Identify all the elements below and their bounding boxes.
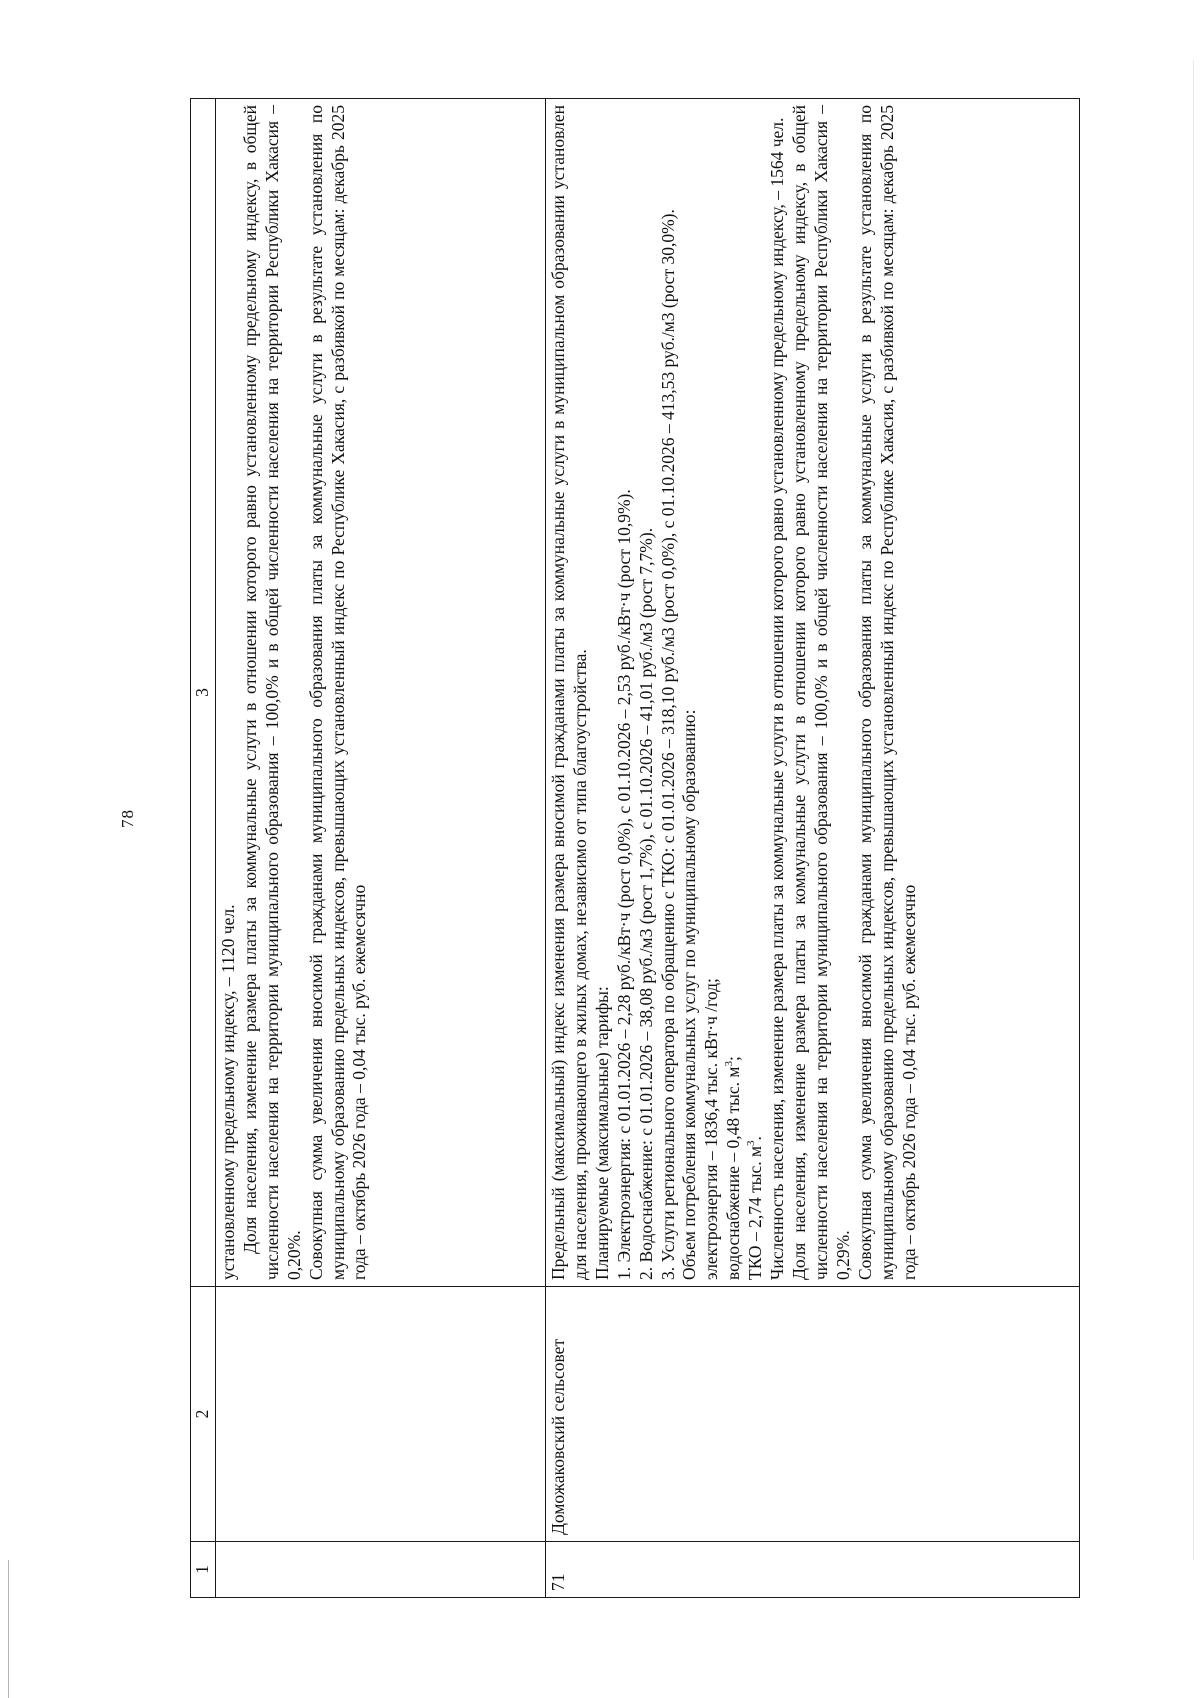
volume-electricity: электроэнергия – 1836,4 тыс. кВт·ч /год; bbox=[701, 978, 722, 1280]
volume-water bbox=[723, 105, 745, 1280]
data-table bbox=[190, 98, 1080, 1598]
payment-increase-sum: Совокупная сумма увеличения вносимой гражданами муниципального образования платы за коммунальные услуги в результате установления по муниципальному образованию предельных индексов, превышающих установленный индекс по Республике Хакасия, с разбивкой по месяцам: декабрь 2025 года – октябрь 2026 года – 0,04 тыс. руб. ежемесячно bbox=[854, 105, 919, 1280]
text-paragraph: Совокупная сумма увеличения вносимой гражданами муниципального образования платы за коммунальные услуги в результате установления по муниципальному образованию предельных индексов, превышающих установленный индекс по Республике Хакасия, с разбивкой по месяцам: декабрь 2025 года – октябрь 2026 года – 0,04 тыс. руб. ежемесячно bbox=[305, 105, 370, 1280]
row-number-cell bbox=[216, 1542, 546, 1598]
tariff-water: 2. Водоснабжение: с 01.01.2026 – 38,08 руб./м3 (рост 1,7%), с 01.10.2026 – 41,01 руб./м3 (рост 7,7%). bbox=[635, 527, 656, 1280]
rotated-table-container bbox=[190, 98, 1080, 1598]
scan-edge-mark bbox=[8, 1560, 9, 1698]
superscript-3: 3 bbox=[745, 1140, 758, 1146]
table-row-71 bbox=[546, 99, 1080, 1598]
volume-water-tail: ; bbox=[723, 1056, 744, 1062]
population-share: Доля населения, изменение размера платы за коммунальные услуги в отношении которого равно установленному предельному индексу, в общей численности населения на территории муниципального образования – 100,0% и в общей численности населения на территории Республики Хакасия – 0,29%. bbox=[788, 105, 853, 1280]
page-number: 78 bbox=[118, 809, 137, 828]
tariff-waste: 3. Услуги регионального оператора по обращению с ТКО: с 01.01.2026 – 318,10 руб./м3 (рост 0,0%), с 01.10.2026 – 413,53 руб./м3 (рост 30,0%). bbox=[657, 209, 678, 1280]
description-cell bbox=[546, 99, 1080, 1287]
volume-title: Объем потребления коммунальных услуг по муниципальному образованию: bbox=[679, 709, 700, 1280]
volume-waste-text: ТКО – 2,74 тыс. м bbox=[745, 1145, 766, 1280]
intro-paragraph: Предельный (максимальный) индекс изменения размера вносимой гражданами платы за коммунальные услуги в муниципальном образовании установлен для населения, проживающего в жилых домах, независимо от типа благоустройства. bbox=[548, 105, 590, 1280]
tariff-electricity: 1. Электроэнергия: с 01.01.2026 – 2,28 руб./кВт·ч (рост 0,0%), с 01.10.2026 – 2,53 руб./кВт·ч (рост 10,9%). bbox=[613, 489, 634, 1280]
municipality-cell: Доможаковский сельсовет bbox=[546, 1287, 1080, 1542]
description-cell bbox=[216, 99, 546, 1287]
municipality-cell bbox=[216, 1287, 546, 1542]
text-line: установленному предельному индексу, – 1120 чел. bbox=[218, 904, 238, 1280]
tariffs-title: Планируемые (максимальные) тарифы: bbox=[591, 986, 612, 1280]
volume-water-text: водоснабжение – 0,48 тыс. м bbox=[723, 1066, 744, 1280]
row-number-cell: 71 bbox=[546, 1542, 1080, 1598]
header-cell-2: 2 bbox=[191, 1287, 216, 1542]
population-count: Численность населения, изменение размера платы за коммунальные услуги в отношении которого равно установленному предельному индексу, – 1564 чел. bbox=[767, 117, 788, 1280]
scan-edge-mark bbox=[1193, 60, 1194, 1560]
superscript-3: 3 bbox=[723, 1061, 736, 1067]
text-paragraph: Доля населения, изменение размера платы за коммунальные услуги в отношении которого равно установленному предельному индексу, в общей численности населения на территории муниципального образования – 100,0% и в общей численности населения на территории Республики Хакасия – 0,20%. bbox=[239, 105, 304, 1280]
header-cell-1: 1 bbox=[191, 1542, 216, 1598]
table-row-continuation bbox=[216, 99, 546, 1598]
volume-waste bbox=[745, 105, 767, 1280]
header-cell-3: 3 bbox=[191, 99, 216, 1287]
volume-waste-tail: . bbox=[745, 1136, 766, 1141]
table-header-row bbox=[191, 99, 216, 1598]
